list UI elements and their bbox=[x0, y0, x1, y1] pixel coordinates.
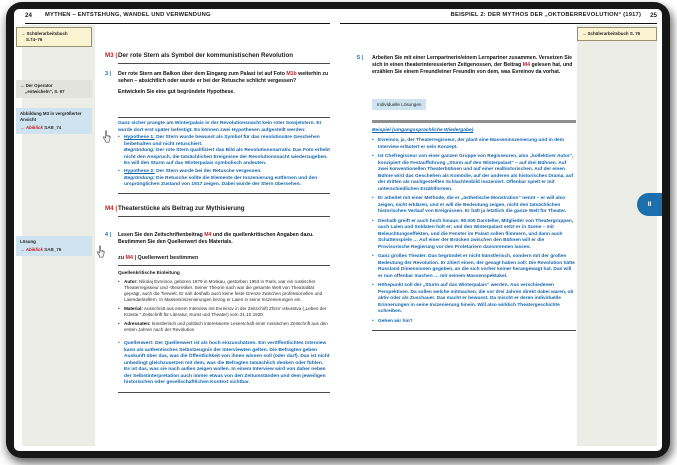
solution-code: SAB_76 bbox=[43, 246, 62, 252]
hand-cursor-icon bbox=[102, 130, 113, 143]
right-page-number: 25 bbox=[650, 12, 657, 19]
workbook-reference-link[interactable] bbox=[16, 27, 92, 47]
m4-solution-rule bbox=[118, 265, 330, 266]
arrow-icon: → bbox=[20, 246, 26, 252]
right-margin-strip bbox=[577, 25, 657, 446]
example-point bbox=[372, 219, 576, 252]
left-running-head: MYTHEN – ENTSTEHUNG, WANDEL UND VERWENDUNG bbox=[45, 12, 211, 19]
example-point-text: Gehen wir hin? bbox=[378, 318, 413, 324]
task3-part2: weiterhin zu sehen – absichtlich oder wurde er bei der Retusche schlicht vergessen? bbox=[118, 71, 329, 85]
example-point-text: Ist Chefregisseur von einer ganzen Gruppe von Regisseuren, also „kollektiver Autor“, konzipiert die Festaufführung „Sturm auf den Winterpalast“ – auf drei Bühnen. Auf zwei konventionellen Theaterbühnen und auf einer realhistorischen. Auf der einen Bühne wird das Geschehen als Komödie, auf der anderen als historisches Drama, auf der dritten als nachgestelltes Schlachtenbild inszeniert. Offenbar spielt er mit unterschiedlichen Erzählformen. bbox=[378, 154, 574, 192]
source-note-material bbox=[118, 306, 330, 318]
hypothesis-1-lead: Hypothese 1: bbox=[124, 135, 155, 140]
task5-part1: Arbeiten Sie mit einer Lernpartnerin/einem Lernpartner zusammen. Versetzen Sie sich in einen theaterinteressierten Zeitgenossen, der Beitrag bbox=[372, 55, 573, 69]
source-note-addressees bbox=[118, 321, 330, 333]
source-critique-heading: Quellenkritische Einleitung bbox=[118, 271, 180, 276]
task3-part1: Der rote Stern am Balkon über dem Eingang zum Palast ist auf Foto bbox=[118, 71, 287, 77]
hypothesis-2-claim: Der Stern wurde bei der Retusche vergessen. bbox=[154, 169, 262, 174]
material-m4-code: M4 | bbox=[105, 205, 118, 212]
page-spread bbox=[14, 9, 662, 451]
m3-title-rule bbox=[118, 63, 330, 64]
addressees-lead: Adressaten: bbox=[124, 320, 151, 326]
example-point-text: Evreinov, ja, der Theaterregisseur, der plant eine Masseninszenierung und in dem Interview erläutert er sein Konzept. bbox=[378, 138, 564, 150]
example-point bbox=[372, 319, 576, 326]
task5-part2: gelesen hat, und erzählen Sie einem Freund/einer Freundin von dem, was Evreinov da vorhat. bbox=[372, 62, 573, 76]
figure-zoom-code: SAB_74 bbox=[43, 124, 62, 130]
hand-cursor-icon bbox=[96, 245, 107, 258]
material-m3-title: Der rote Stern als Symbol der kommunistischen Revolution bbox=[118, 52, 294, 59]
example-heading: Beispiel (umgangssprachliche Wiedergabe) bbox=[372, 128, 474, 133]
source-value-block bbox=[118, 341, 330, 393]
hypothesis-1-reason-lead: Begründung: bbox=[124, 148, 155, 154]
left-page-end-rule bbox=[118, 392, 330, 393]
example-point-text: Ganz großes Theater. Das begründet er nicht künstlerisch, sondern mit der großen Bedeutung der Revolution. Er zitiert einen, der gesagt haben soll: Die Revolution hätte Russland Dimensionen gegeben, an die sich vorher keiner herangewagt hat. Das will er nun offenbar machen … mit seinem Massenspektakel. bbox=[378, 254, 575, 279]
hypothesis-2 bbox=[118, 169, 330, 189]
hypothesis-2-reason-lead: Begründung: bbox=[124, 175, 155, 181]
solution-box-title: Lösung bbox=[20, 239, 36, 244]
operator-reference-line1: → Der Operator bbox=[20, 83, 53, 88]
example-point bbox=[372, 196, 576, 216]
solution5-divider bbox=[372, 120, 576, 123]
example-point bbox=[372, 283, 576, 316]
solution-link-box[interactable] bbox=[16, 236, 92, 256]
left-page-number: 24 bbox=[25, 12, 32, 19]
task5-text bbox=[372, 55, 576, 76]
task5-number: 5 | bbox=[357, 55, 364, 61]
task3-instruction: Entwickeln Sie eine gut begründete Hypothese. bbox=[118, 89, 235, 96]
chapter-tab[interactable]: II bbox=[637, 193, 662, 216]
right-page-end-rule bbox=[372, 330, 576, 331]
example-point-text: Deshalb greift er auch hoch hinaus: 90.000 Darsteller, Mitglieder von Theatergruppen, auch Laien und Soldaten holt er; und den Winterpalast setzt er in Szene – mit Beleuchtungseffekten, und die Fenster im Palast sollen flimmern, und dann auch Schattenspiele … Auf einer der Brücken zwischen den Bühnen will er die Provisorische Regierung vor den Proletariern davonrennen lassen. bbox=[378, 218, 574, 250]
figure-zoom-label: Abbildung M3 in vergrößerter Ansicht bbox=[20, 111, 82, 122]
task4-part2: und die quellenkritischen Angaben dazu. Bestimmen Sie den Quellenwert des Materials. bbox=[118, 232, 314, 246]
hypothesis-1-reason: Der rote Stern qualifiziert das Bild als Revolutionsnarrativ. Das Foto erhebt nicht den Anspruch, die tatsächlichen Ereignisse der Revolutionsnacht wiederzugeben. Es will den Sturm auf das Winterpalais symbolisch andeuten. bbox=[124, 148, 330, 167]
material-ref-m4-task5: M4 bbox=[522, 62, 530, 69]
m4-title-rule bbox=[118, 216, 330, 217]
solution3-bottom-rule bbox=[118, 193, 330, 194]
author-text: Nikolaj Evreinov, geboren 1879 in Moskau, gestorben 1953 in Paris, war ein russischer Theaterregisseur und -theoretiker. Seiner Theorie nach war die gesamte Welt von Theatralität geprägt, auch die Tierwelt. Er sah deshalb auch keine feste Grenze zwischen professionellen und Laiendarstellern. In Masseninszenierungen bezog er Laien in seine Inszenierungen ein. bbox=[124, 279, 323, 302]
example-point-text: Höhepunkt soll der „Sturm auf das Winterpalais“ werden. Aus verschiedenen Perspektiven. Da sollen welche mitmachen, die vor drei Jahren direkt dabei waren, ob aktiv oder als Zuschauer. Das macht er bewusst. Da mischt er deren individuelle Erinnerungen in seine Inszenierung hinein. Will also wirklich Theatergeschichte schreiben. bbox=[378, 283, 574, 315]
material-lead: Material: bbox=[124, 305, 143, 311]
task4-part1: Lesen Sie den Zeitschriftenbeitrag bbox=[118, 232, 205, 238]
source-value-lead: Quellenwert: bbox=[124, 341, 154, 346]
material-ref-m4: M4 bbox=[204, 232, 212, 238]
workbook-reference-pages: S.74–76 bbox=[26, 36, 43, 42]
figure-zoom-link-box[interactable] bbox=[16, 108, 92, 134]
m4-solution-heading bbox=[118, 255, 198, 261]
source-value bbox=[118, 341, 330, 387]
hypothesis-2-reason: Die Retusche sollte die Elemente der Inszenierung entfernen und den ursprünglichen Zustand von 1917 zeigen. Dabei wurde der Stern übersehen. bbox=[124, 175, 318, 188]
source-notes bbox=[118, 279, 330, 336]
right-header-rule bbox=[340, 23, 657, 25]
material-m4-title: Theaterstücke als Beitrag zur Mythisierung bbox=[118, 205, 245, 212]
operator-reference-line2: „entwickeln“, S. 97 bbox=[25, 88, 65, 94]
solution3-top-rule bbox=[118, 117, 330, 118]
hypothesis-1 bbox=[118, 135, 330, 168]
workbook-reference-link-right[interactable] bbox=[577, 27, 657, 41]
source-note-author bbox=[118, 279, 330, 303]
hypothesis-1-claim: Der Stern wurde bewusst als Symbol für das revolutionäre Geschehen beibehalten und nicht retuschiert. bbox=[124, 135, 320, 147]
m4-heading-suffix: | Quellenwert bestimmen bbox=[133, 255, 199, 261]
example-point bbox=[372, 138, 576, 151]
task3-number: 3 | bbox=[105, 71, 112, 77]
task4-number: 4 | bbox=[105, 232, 112, 238]
right-running-head: BEISPIEL 2: DER MYTHOS DER „OKTOBERREVOLUTION“ (1917) bbox=[450, 12, 642, 18]
example-point-text: Er arbeitet mit einer Methode, die er „ästhetische Monstration“ nennt – er will also zeigen, nicht erklären, und er will die Bedeutung zeigen, nicht den tatsächlichen historischen Verlauf von Ereignissen. Er hält ja letztlich die ganze Welt für Theater. bbox=[378, 196, 567, 215]
addressees-text: künstlerisch und politisch interessierte Leserschaft einer russischen Zeitschrift aus den ersten Jahren nach der Revolution bbox=[124, 320, 328, 332]
source-value-text: Der Quellenwert ist als hoch einzuschätzen. Ein veröffentlichtes Interview kann als authentisches Selbstzeugnis der Interviewten gelten. Die Befragten geben Auskunft über das, was die Öffentlichkeit von ihnen wissen soll (oder darf). Das ist nicht unbedingt gleichzusetzen mit dem, was die Befragten tatsächlich denken oder fühlen. Es ist das, was sie nach außen zeigen wollen. In einem Interview wird von daher neben der Selbstinterpretation auch immer etwas von den Zeitumständen und dem jeweiligen historischen oder gesellschaftlichen Kontext sichtbar. bbox=[124, 341, 330, 386]
arrow-icon: → bbox=[20, 124, 26, 130]
m4-heading-prefix: zu bbox=[118, 255, 126, 261]
solution3-intro: Ganz sicher prangte am Winterpalais in der Revolutionsnacht kein roter Sowjetstern. Er wurde dort erst später befestigt. Es können zwei Hypothesen aufgestellt werden: bbox=[118, 121, 322, 133]
hypothesis-2-lead: Hypothese 2: bbox=[124, 169, 155, 174]
workbook-reference-right-label: → Schülerarbeitsbuch S. 76 bbox=[582, 31, 641, 36]
author-lead: Autor: bbox=[124, 279, 138, 284]
solution-link[interactable] bbox=[20, 247, 88, 253]
example-point bbox=[372, 254, 576, 280]
material-m3-code: M3 | bbox=[105, 52, 118, 59]
figure-zoom-link[interactable] bbox=[20, 125, 88, 131]
operator-reference-link[interactable] bbox=[16, 80, 92, 98]
task3-text bbox=[118, 71, 330, 96]
brand-logo: Abiklick bbox=[25, 246, 44, 252]
task4-text bbox=[118, 232, 330, 246]
individual-solutions-badge: Individuelle Lösungen bbox=[372, 99, 426, 110]
example-point bbox=[372, 154, 576, 193]
m4-heading-ref: M4 bbox=[125, 255, 133, 261]
example-points bbox=[372, 138, 576, 331]
material-ref-m1b: M1b bbox=[286, 71, 297, 77]
left-header-rule bbox=[25, 23, 330, 25]
brand-logo: Abiklick bbox=[25, 124, 44, 130]
workbook-reference-label: → Schülerarbeitsbuch bbox=[21, 31, 68, 36]
material-text: Ausschnitt aus einem Interview mit Evreinov in der Zeitschrift Zhizn’ iskusstva („Leben der Künste.“ Zeitschrift für Literatur, Kunst und Theater) vom 31.10.1920 bbox=[124, 305, 327, 317]
